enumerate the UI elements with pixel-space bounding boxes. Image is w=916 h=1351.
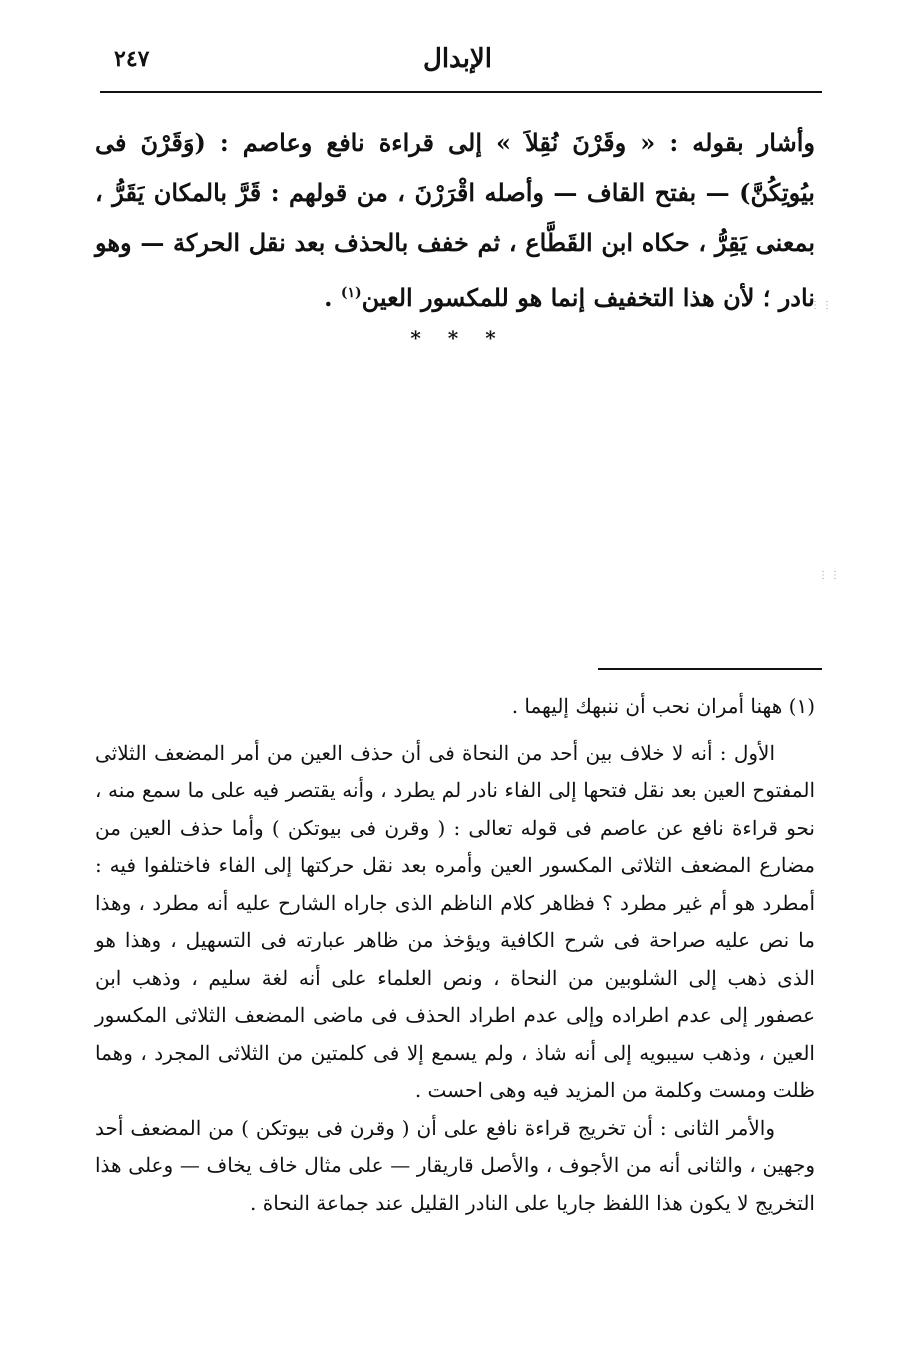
scan-noise: ⋮⋮: [810, 300, 834, 311]
main-paragraph-ending: .: [324, 283, 341, 312]
footnote-first-point: الأول : أنه لا خلاف بين أحد من النحاة فى أن حذف العين من أمر المضعف الثلاثى المفتوح العين بعد نقل فتحها إلى الفاء نادر لم يطرد ، وأنه يقتصر فيه على ما سمع منه ، نحو قراءة نافع عن عاصم فى قوله تعالى : ( وقرن فى بيوتكن ) وأما حذف العين من مضارع المضعف الثلاثى المكسور العين وأمره بعد نقل حركتها إلى الفاء فاختلفوا فيه : أمطرد هو أم غير مطرد ؟ فظاهر كلام الناظم الذى جاراه الشارح عليه أنه مطرد ، وهذا ما نص عليه صراحة فى شرح الكافية ويؤخذ من ظاهر عبارته فى التسهيل ، وهذا هو الذى ذهب إلى الشلوبين من النحاة ، ونص العلماء على أنه لغة سليم ، وذهب ابن عصفور إلى عدم اطراده وإلى عدم اطراد الحذف فى ماضى المضعف الثلاثى المكسور العين ، وذهب سيبويه إلى أنه شاذ ، ولم يسمع إلا فى كلمتين من الثلاثى المجرد ، وهما ظلت ومست وكلمة من المزيد فيه وهى احست .: [95, 740, 816, 1102]
main-text: [95, 118, 815, 323]
chapter-title: الإبدال: [422, 44, 492, 74]
running-head: [100, 44, 822, 90]
main-paragraph: [95, 118, 815, 323]
footnotes: [95, 688, 815, 1222]
footnote-second-point: والأمر الثانى : أن تخريج قراءة نافع على أن ( وقرن فى بيوتكن ) من المضعف أحد وجهين ، والثانى أنه من الأجوف ، والأصل قاريقار — على مثال خاف يخاف — وعلى هذا التخريج لا يكون هذا اللفظ جاريا على النادر القليل عند جماعة النحاة .: [95, 1115, 815, 1215]
page-number: ٢٤٧: [114, 46, 150, 72]
scan-noise: ⋮⋮: [818, 570, 842, 581]
footnote-rule: [598, 668, 822, 670]
main-paragraph-text: وأشار بقوله : « وقَرْنَ نُقِلاَ » إلى قراءة نافع وعاصم : (وَقَرْنَ فى بيُوتِكُنَّ) — بفتح القاف — وأصله اقْرَرْنَ ، من قولهم : قَرَّ بالمكان يَقَرُّ ، بمعنى يَقِرُّ ، حكاه ابن القَطَّاع ، ثم خفف بالحذف بعد نقل الحركة — وهو نادر ؛ لأن هذا التخفيف إنما هو للمكسور العين: [95, 128, 815, 312]
footnote-intro: (١) ههنا أمران نحب أن ننبهك إليهما .: [511, 694, 815, 718]
header-rule: [100, 91, 822, 93]
section-separator: * * *: [410, 326, 506, 350]
footnote-marker: (١): [340, 285, 362, 301]
